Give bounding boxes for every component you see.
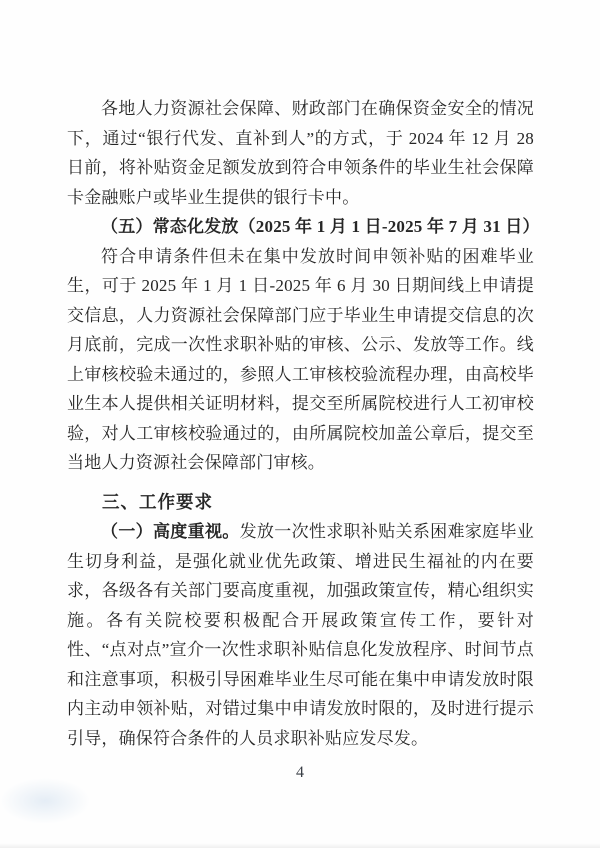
scan-bottom-edge-shadow [0, 843, 600, 848]
section-5-subheading: （五）常态化发放（2025 年 1 月 1 日-2025 年 7 月 31 日） [101, 217, 540, 236]
paragraph-normalized-disbursement: 符合申请条件但未在集中发放时间申领补贴的困难毕业生，可于 2025 年 1 月 1 日-2025 年 6 月 30 日期间线上申请提交信息，人力资源社会保障部门应于毕业生申请提交信息的次月底前，完成一次性求职补贴的审核、公示、发放等工作。线上审核校验未通过的，参照人工审核校验流程办理，由高校毕业生本人提供相关证明材料，提交至所属院校进行人工初审校验，对人工审核校验通过的，由所属院校加盖公章后，提交至当地人力资源社会保障部门审核。 [67, 246, 534, 472]
document-body [67, 94, 540, 753]
page-number: 4 [296, 764, 304, 781]
section-3-heading: 三、工作要求 [102, 491, 213, 512]
scan-smudge-artifact [0, 778, 90, 824]
paragraph-high-importance [67, 517, 534, 753]
paragraph-funds-disbursement: 各地人力资源社会保障、财政部门在确保资金安全的情况下，通过“银行代发、直补到人”的方式，于 2024 年 12 月 28 日前，将补贴资金足额发放到符合申领条件的毕业生社会保障卡金融账户或毕业生提供的银行卡中。 [67, 99, 534, 207]
paragraph-lead-text: 发放一次性求职补贴关系困难家庭毕业生切身利益，是强化就业优先政策、增进民生福祉的内在要求，各级各有关部门要高度重视，加强政策宣传，精心组织实施。各有关院校要积极配合开展政策宣传工作，要针对性、“点对点”宣介一次性求职补贴信息化发放程序、时间节点和注意事项，积极引导困难毕业生尽可能在集中申请发放时限内主动申领补贴，对错过集中申请发放时限的，及时进行提示引导，确保符合条件的人员求职补贴应发尽发。 [67, 522, 534, 748]
paragraph-lead-label: （一）高度重视。 [101, 522, 240, 541]
